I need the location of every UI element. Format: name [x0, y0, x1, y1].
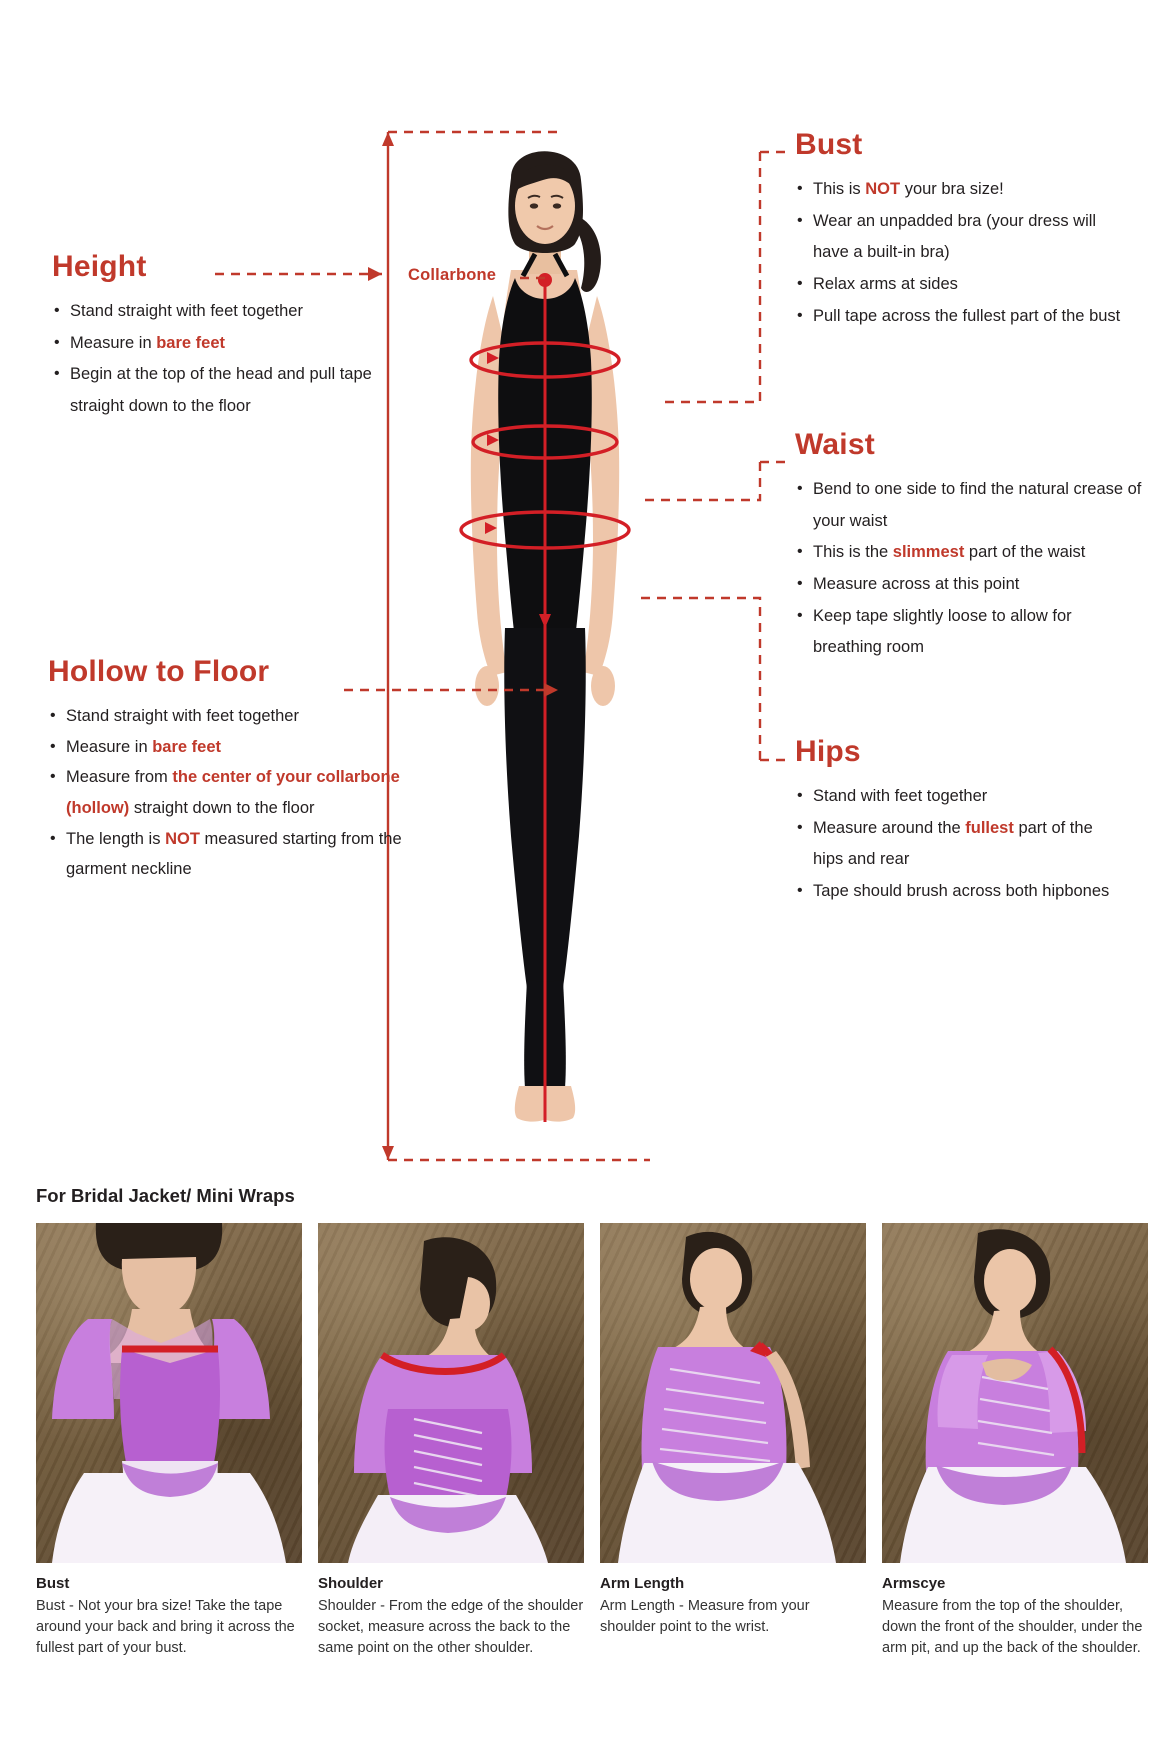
section-waist-bullets — [795, 474, 1145, 664]
section-hollow-to-floor-bullets — [48, 701, 428, 885]
bridal-jacket-title: For Bridal Jacket/ Mini Wraps — [36, 1185, 295, 1206]
list-item: • This is NOT your bra size! — [795, 174, 1135, 206]
section-height-bullets — [52, 296, 392, 423]
card-bust-caption-body: Bust - Not your bra size! Take the tape around your back and bring it across the fullest part of your bust. — [36, 1598, 295, 1657]
card-arm-length-caption-body: Arm Length - Measure from your shoulder point to the wrist. — [600, 1598, 810, 1636]
list-item: • Measure in bare feet — [52, 328, 392, 360]
card-shoulder-caption-body: Shoulder - From the edge of the shoulder socket, measure across the back to the same point on the other shoulder. — [318, 1598, 584, 1657]
card-armscye-caption-title: Armscye — [882, 1575, 946, 1592]
section-height — [52, 250, 392, 423]
list-item: • Measure from the center of your collarbone (hollow) straight down to the floor — [48, 762, 428, 823]
card-bust-caption-title: Bust — [36, 1575, 70, 1592]
list-item: • Stand straight with feet together — [52, 296, 392, 328]
section-bust-bullets — [795, 174, 1135, 332]
card-bust — [36, 1223, 302, 1671]
section-hollow-to-floor-title: Hollow to Floor — [48, 655, 270, 688]
card-arm-length-photo — [600, 1223, 866, 1563]
list-item: • Stand with feet together — [795, 781, 1125, 813]
list-item: • Stand straight with feet together — [48, 701, 428, 732]
section-hips — [795, 735, 1125, 908]
list-item: • This is the slimmest part of the waist — [795, 537, 1145, 569]
list-item: • Measure in bare feet — [48, 732, 428, 763]
card-arm-length — [600, 1223, 866, 1671]
card-shoulder — [318, 1223, 584, 1671]
list-item: • Relax arms at sides — [795, 269, 1135, 301]
list-item: • Pull tape across the fullest part of the bust — [795, 301, 1135, 333]
card-shoulder-caption-title: Shoulder — [318, 1575, 384, 1592]
list-item: • Measure around the fullest part of the hips and rear — [795, 813, 1125, 876]
list-item: • Begin at the top of the head and pull tape straight down to the floor — [52, 359, 392, 422]
list-item: • Wear an unpadded bra (your dress will have a built-in bra) — [795, 206, 1135, 269]
section-height-title: Height — [52, 250, 147, 283]
section-bust — [795, 128, 1135, 332]
list-item: • Bend to one side to find the natural crease of your waist — [795, 474, 1145, 537]
list-item: • The length is NOT measured starting from the garment neckline — [48, 824, 428, 885]
bridal-jacket-cards — [36, 1223, 1143, 1671]
section-hips-title: Hips — [795, 735, 861, 768]
card-bust-photo — [36, 1223, 302, 1563]
card-arm-length-caption-title: Arm Length — [600, 1575, 685, 1592]
list-item: • Measure across at this point — [795, 569, 1145, 601]
collarbone-label: Collarbone — [408, 266, 497, 284]
bridal-jacket-section — [0, 1185, 1168, 1752]
section-hollow-to-floor — [48, 655, 428, 885]
list-item: • Tape should brush across both hipbones — [795, 876, 1125, 908]
card-armscye-caption-body: Measure from the top of the shoulder, down the front of the shoulder, under the arm pit, and up the back of the shoulder. — [882, 1598, 1143, 1657]
section-waist — [795, 428, 1145, 664]
list-item: • Keep tape slightly loose to allow for breathing room — [795, 601, 1145, 664]
section-waist-title: Waist — [795, 428, 875, 461]
card-shoulder-photo — [318, 1223, 584, 1563]
card-armscye — [882, 1223, 1148, 1671]
section-hips-bullets — [795, 781, 1125, 908]
section-bust-title: Bust — [795, 128, 863, 161]
card-armscye-photo — [882, 1223, 1148, 1563]
